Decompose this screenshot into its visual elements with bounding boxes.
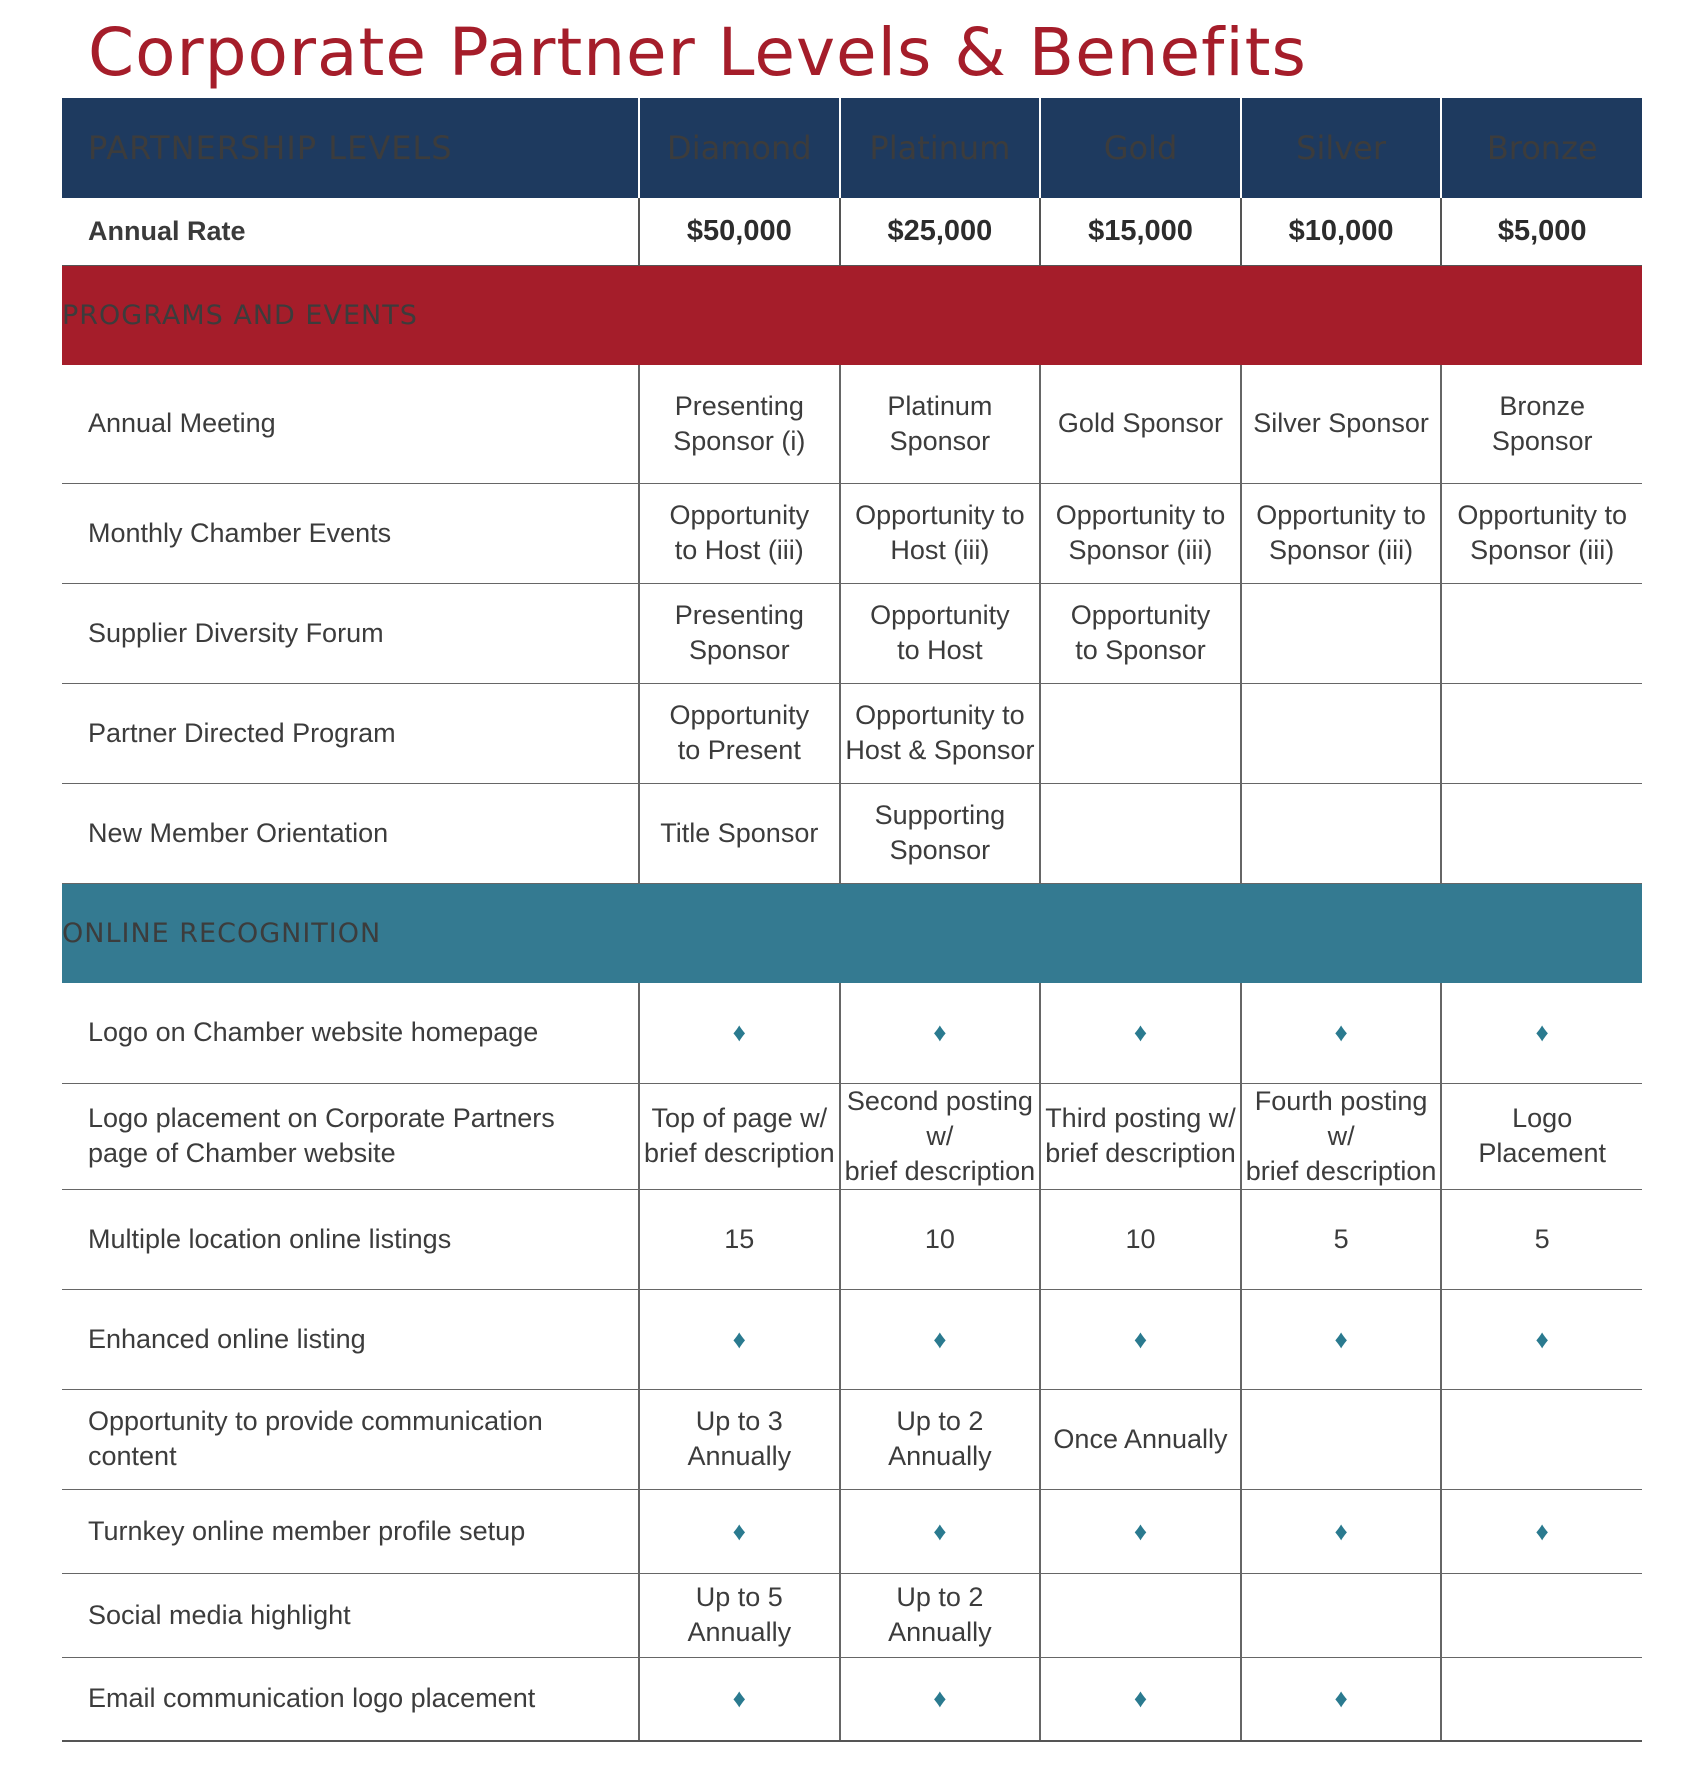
table-row	[62, 1289, 1642, 1389]
benefit-cell: Once Annually	[1040, 1389, 1241, 1489]
diamond-icon	[840, 1489, 1041, 1573]
rate-diamond: $50,000	[639, 198, 840, 265]
table-row	[62, 1657, 1642, 1741]
benefit-cell: Presenting Sponsor (i)	[639, 365, 840, 483]
diamond-icon: ♦	[1133, 1017, 1148, 1048]
diamond-icon: ♦	[732, 1323, 746, 1354]
row-label: Opportunity to provide communication content	[62, 1389, 639, 1489]
level-gold: Gold	[1040, 98, 1241, 198]
benefit-cell: Opportunity to Sponsor (iii)	[1241, 483, 1442, 583]
diamond-icon: ♦	[1334, 1323, 1348, 1354]
page-title: Corporate Partner Levels & Benefits	[88, 14, 1307, 91]
benefit-cell: Logo Placement	[1441, 1083, 1642, 1189]
benefit-cell	[1241, 1389, 1442, 1489]
benefit-cell: Bronze Sponsor	[1441, 365, 1642, 483]
diamond-icon: ♦	[732, 1515, 746, 1546]
level-silver: Silver	[1241, 98, 1442, 198]
table-row	[62, 483, 1642, 583]
benefit-cell: Up to 3 Annually	[639, 1389, 840, 1489]
row-label: Monthly Chamber Events	[62, 483, 639, 583]
benefit-cell: Opportunity to Sponsor (iii)	[1040, 483, 1241, 583]
table-row	[62, 1189, 1642, 1289]
diamond-icon: ♦	[933, 1017, 947, 1048]
diamond-icon	[840, 983, 1041, 1083]
benefit-cell	[1441, 1573, 1642, 1657]
benefit-cell	[1441, 683, 1642, 783]
section-title: PROGRAMS AND EVENTS	[62, 265, 1642, 365]
annual-rate-row	[62, 198, 1642, 265]
table-row	[62, 1573, 1642, 1657]
diamond-icon: ♦	[1334, 1515, 1348, 1546]
section-header-programs-and-events	[62, 265, 1642, 365]
benefit-cell: 10	[840, 1189, 1041, 1289]
rate-gold: $15,000	[1040, 198, 1241, 265]
benefit-cell: Title Sponsor	[639, 783, 840, 883]
table-row	[62, 783, 1642, 883]
benefit-cell	[1441, 1389, 1642, 1489]
diamond-icon: ♦	[1133, 1515, 1148, 1546]
diamond-icon	[639, 1289, 840, 1389]
benefit-cell: Fourth posting w/ brief description	[1241, 1083, 1442, 1189]
diamond-icon	[1441, 983, 1642, 1083]
benefit-cell: Top of page w/ brief description	[639, 1083, 840, 1189]
rate-silver: $10,000	[1241, 198, 1442, 265]
table-row	[62, 1083, 1642, 1189]
level-platinum: Platinum	[840, 98, 1041, 198]
diamond-icon	[1441, 1289, 1642, 1389]
table-row	[62, 365, 1642, 483]
diamond-icon	[840, 1657, 1041, 1741]
benefit-cell: Supporting Sponsor	[840, 783, 1041, 883]
benefit-cell: 15	[639, 1189, 840, 1289]
diamond-icon	[1040, 983, 1241, 1083]
diamond-icon	[639, 1489, 840, 1573]
benefit-cell: Opportunity to Present	[639, 683, 840, 783]
benefit-cell: Up to 2 Annually	[840, 1389, 1041, 1489]
diamond-icon	[1441, 1489, 1642, 1573]
benefit-cell: Third posting w/ brief description	[1040, 1083, 1241, 1189]
diamond-icon: ♦	[1334, 1017, 1348, 1048]
row-label: Multiple location online listings	[62, 1189, 639, 1289]
level-diamond: Diamond	[639, 98, 840, 198]
level-bronze: Bronze	[1441, 98, 1642, 198]
diamond-icon: ♦	[1535, 1515, 1549, 1546]
diamond-icon: ♦	[933, 1515, 947, 1546]
benefit-cell: Up to 5 Annually	[639, 1573, 840, 1657]
benefit-cell	[1040, 1573, 1241, 1657]
diamond-icon	[639, 1657, 840, 1741]
benefit-cell: Opportunity to Host (iii)	[840, 483, 1041, 583]
row-label: Logo placement on Corporate Partners page of Chamber website	[62, 1083, 639, 1189]
header-row	[62, 98, 1642, 198]
benefit-cell: Opportunity to Sponsor (iii)	[1441, 483, 1642, 583]
diamond-icon: ♦	[933, 1683, 947, 1714]
benefit-cell	[1441, 583, 1642, 683]
row-label: Annual Meeting	[62, 365, 639, 483]
diamond-icon: ♦	[1535, 1323, 1549, 1354]
diamond-icon: ♦	[1334, 1683, 1348, 1714]
benefit-cell	[1441, 783, 1642, 883]
diamond-icon	[1241, 1657, 1442, 1741]
benefit-cell	[1241, 1573, 1442, 1657]
row-label: Email communication logo placement	[62, 1657, 639, 1741]
benefit-cell	[1040, 783, 1241, 883]
benefit-cell: Platinum Sponsor	[840, 365, 1041, 483]
benefit-cell: Second posting w/ brief description	[840, 1083, 1041, 1189]
benefit-cell: 5	[1441, 1189, 1642, 1289]
row-label: Social media highlight	[62, 1573, 639, 1657]
benefit-cell: Opportunity to Host	[840, 583, 1041, 683]
table-row	[62, 583, 1642, 683]
diamond-icon	[1040, 1489, 1241, 1573]
diamond-icon	[1241, 983, 1442, 1083]
diamond-icon: ♦	[732, 1683, 746, 1714]
rate-bronze: $5,000	[1441, 198, 1642, 265]
benefit-cell: Up to 2 Annually	[840, 1573, 1041, 1657]
row-label: Logo on Chamber website homepage	[62, 983, 639, 1083]
diamond-icon	[1040, 1657, 1241, 1741]
benefit-cell	[1040, 683, 1241, 783]
benefit-cell: Presenting Sponsor	[639, 583, 840, 683]
header-label: PARTNERSHIP LEVELS	[62, 98, 639, 198]
row-label: Turnkey online member profile setup	[62, 1489, 639, 1573]
diamond-icon: ♦	[732, 1017, 746, 1048]
diamond-icon	[1040, 1289, 1241, 1389]
diamond-icon	[840, 1289, 1041, 1389]
diamond-icon	[639, 983, 840, 1083]
table-row	[62, 983, 1642, 1083]
benefit-cell: Opportunity to Host (iii)	[639, 483, 840, 583]
diamond-icon: ♦	[1535, 1017, 1549, 1048]
annual-rate-label: Annual Rate	[62, 198, 639, 265]
benefit-cell: Gold Sponsor	[1040, 365, 1241, 483]
section-header-online-recognition	[62, 883, 1642, 983]
benefit-cell	[1241, 783, 1442, 883]
benefit-cell: 10	[1040, 1189, 1241, 1289]
benefit-cell: Opportunity to Host & Sponsor	[840, 683, 1041, 783]
row-label: Enhanced online listing	[62, 1289, 639, 1389]
row-label: Supplier Diversity Forum	[62, 583, 639, 683]
benefit-cell	[1241, 683, 1442, 783]
benefit-cell: 5	[1241, 1189, 1442, 1289]
benefit-cell	[1441, 1657, 1642, 1741]
table-row	[62, 683, 1642, 783]
diamond-icon: ♦	[933, 1323, 947, 1354]
row-label: Partner Directed Program	[62, 683, 639, 783]
diamond-icon	[1241, 1489, 1442, 1573]
benefit-cell: Opportunity to Sponsor	[1040, 583, 1241, 683]
diamond-icon: ♦	[1133, 1323, 1148, 1354]
diamond-icon: ♦	[1133, 1683, 1148, 1714]
row-label: New Member Orientation	[62, 783, 639, 883]
benefit-cell	[1241, 583, 1442, 683]
table-row	[62, 1389, 1642, 1489]
rate-platinum: $25,000	[840, 198, 1041, 265]
section-title: ONLINE RECOGNITION	[62, 883, 1642, 983]
benefit-cell: Silver Sponsor	[1241, 365, 1442, 483]
benefits-table	[62, 98, 1642, 1742]
diamond-icon	[1241, 1289, 1442, 1389]
table-row	[62, 1489, 1642, 1573]
